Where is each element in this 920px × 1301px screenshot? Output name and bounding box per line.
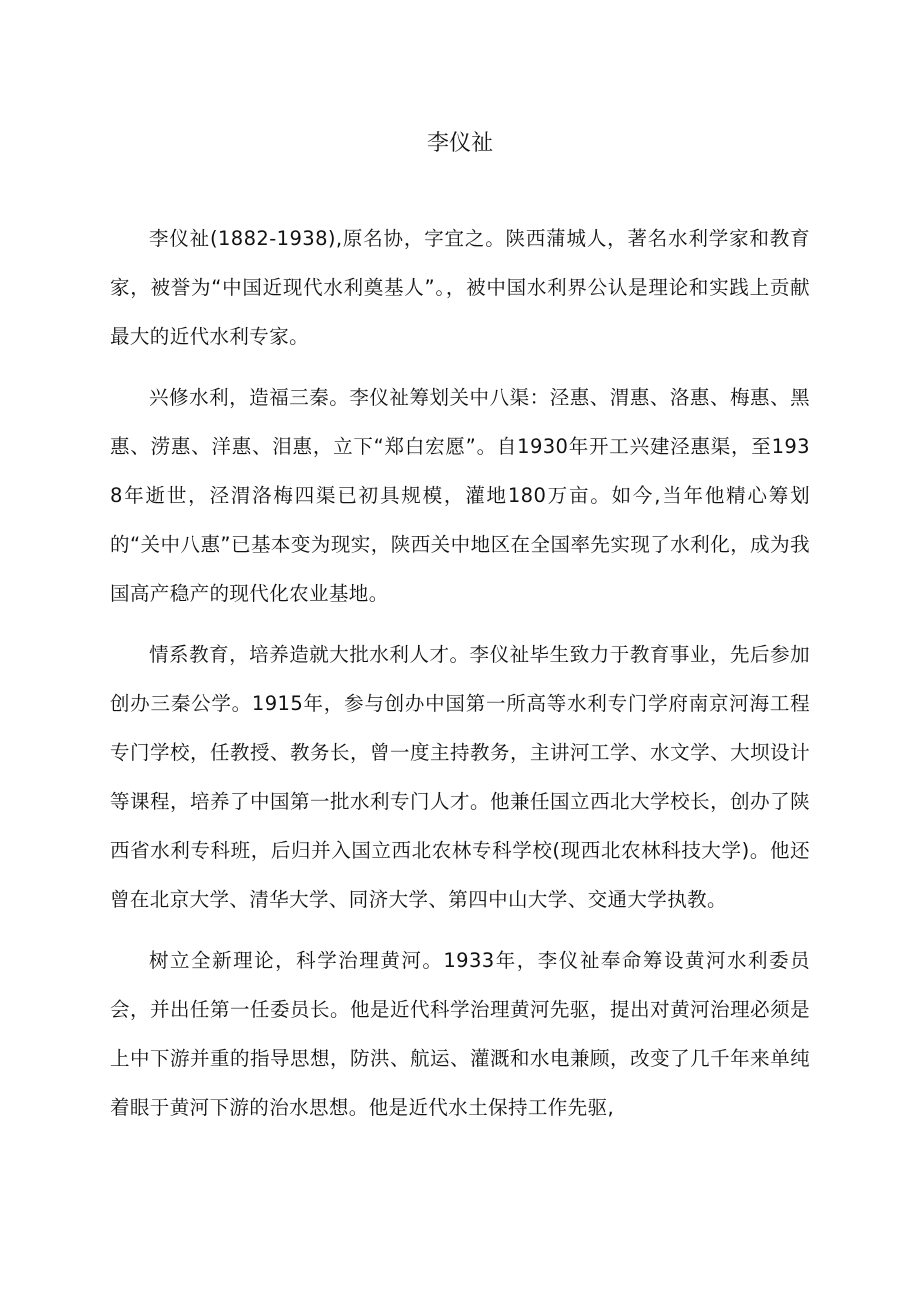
document-body (110, 214, 810, 1144)
document-title: 李仪祉 (426, 131, 493, 156)
paragraph-yellow-river: 树立全新理论，科学治理黄河。1933年，李仪祉奉命筹设黄河水利委员会，并出任第一任委员长。他是近代科学治理黄河先驱，提出对黄河治理必须是上中下游并重的指导思想，防洪、航运、灌溉和水电兼顾，改变了几千年来单纯着眼于黄河下游的治水思想。他是近代水土保持工作先驱, (110, 949, 810, 1119)
paragraph-irrigation: 兴修水利，造福三秦。李仪祉筹划关中八渠：泾惠、渭惠、洛惠、梅惠、黑惠、涝惠、洋惠、泪惠，立下“郑白宏愿”。自1930年开工兴建泾惠渠，至1938年逝世，泾渭洛梅四渠已初具规模，灌地180万亩。如今,当年他精心筹划的“关中八惠”已基本变为现实，陕西关中地区在全国率先实现了水利化，成为我国高产稳产的现代化农业基地。 (110, 386, 810, 605)
paragraph-education: 情系教育，培养造就大批水利人才。李仪祉毕生致力于教育事业，先后参加创办三秦公学。1915年，参与创办中国第一所高等水利专门学府南京河海工程专门学校，任教授、教务长，曾一度主持教务，主讲河工学、水文学、大坝设计等课程，培养了中国第一批水利专门人才。他兼任国立西北大学校长，创办了陕西省水利专科班，后归并入国立西北农林专科学校(现西北农林科技大学)。他还曾在北京大学、清华大学、同济大学、第四中山大学、交通大学执教。 (110, 643, 810, 911)
paragraph-intro: 李仪祉(1882-1938),原名协，字宜之。陕西蒲城人，著名水利学家和教育家，被誉为“中国近现代水利奠基人”。，被中国水利界公认是理论和实践上贡献最大的近代水利专家。 (110, 227, 810, 348)
